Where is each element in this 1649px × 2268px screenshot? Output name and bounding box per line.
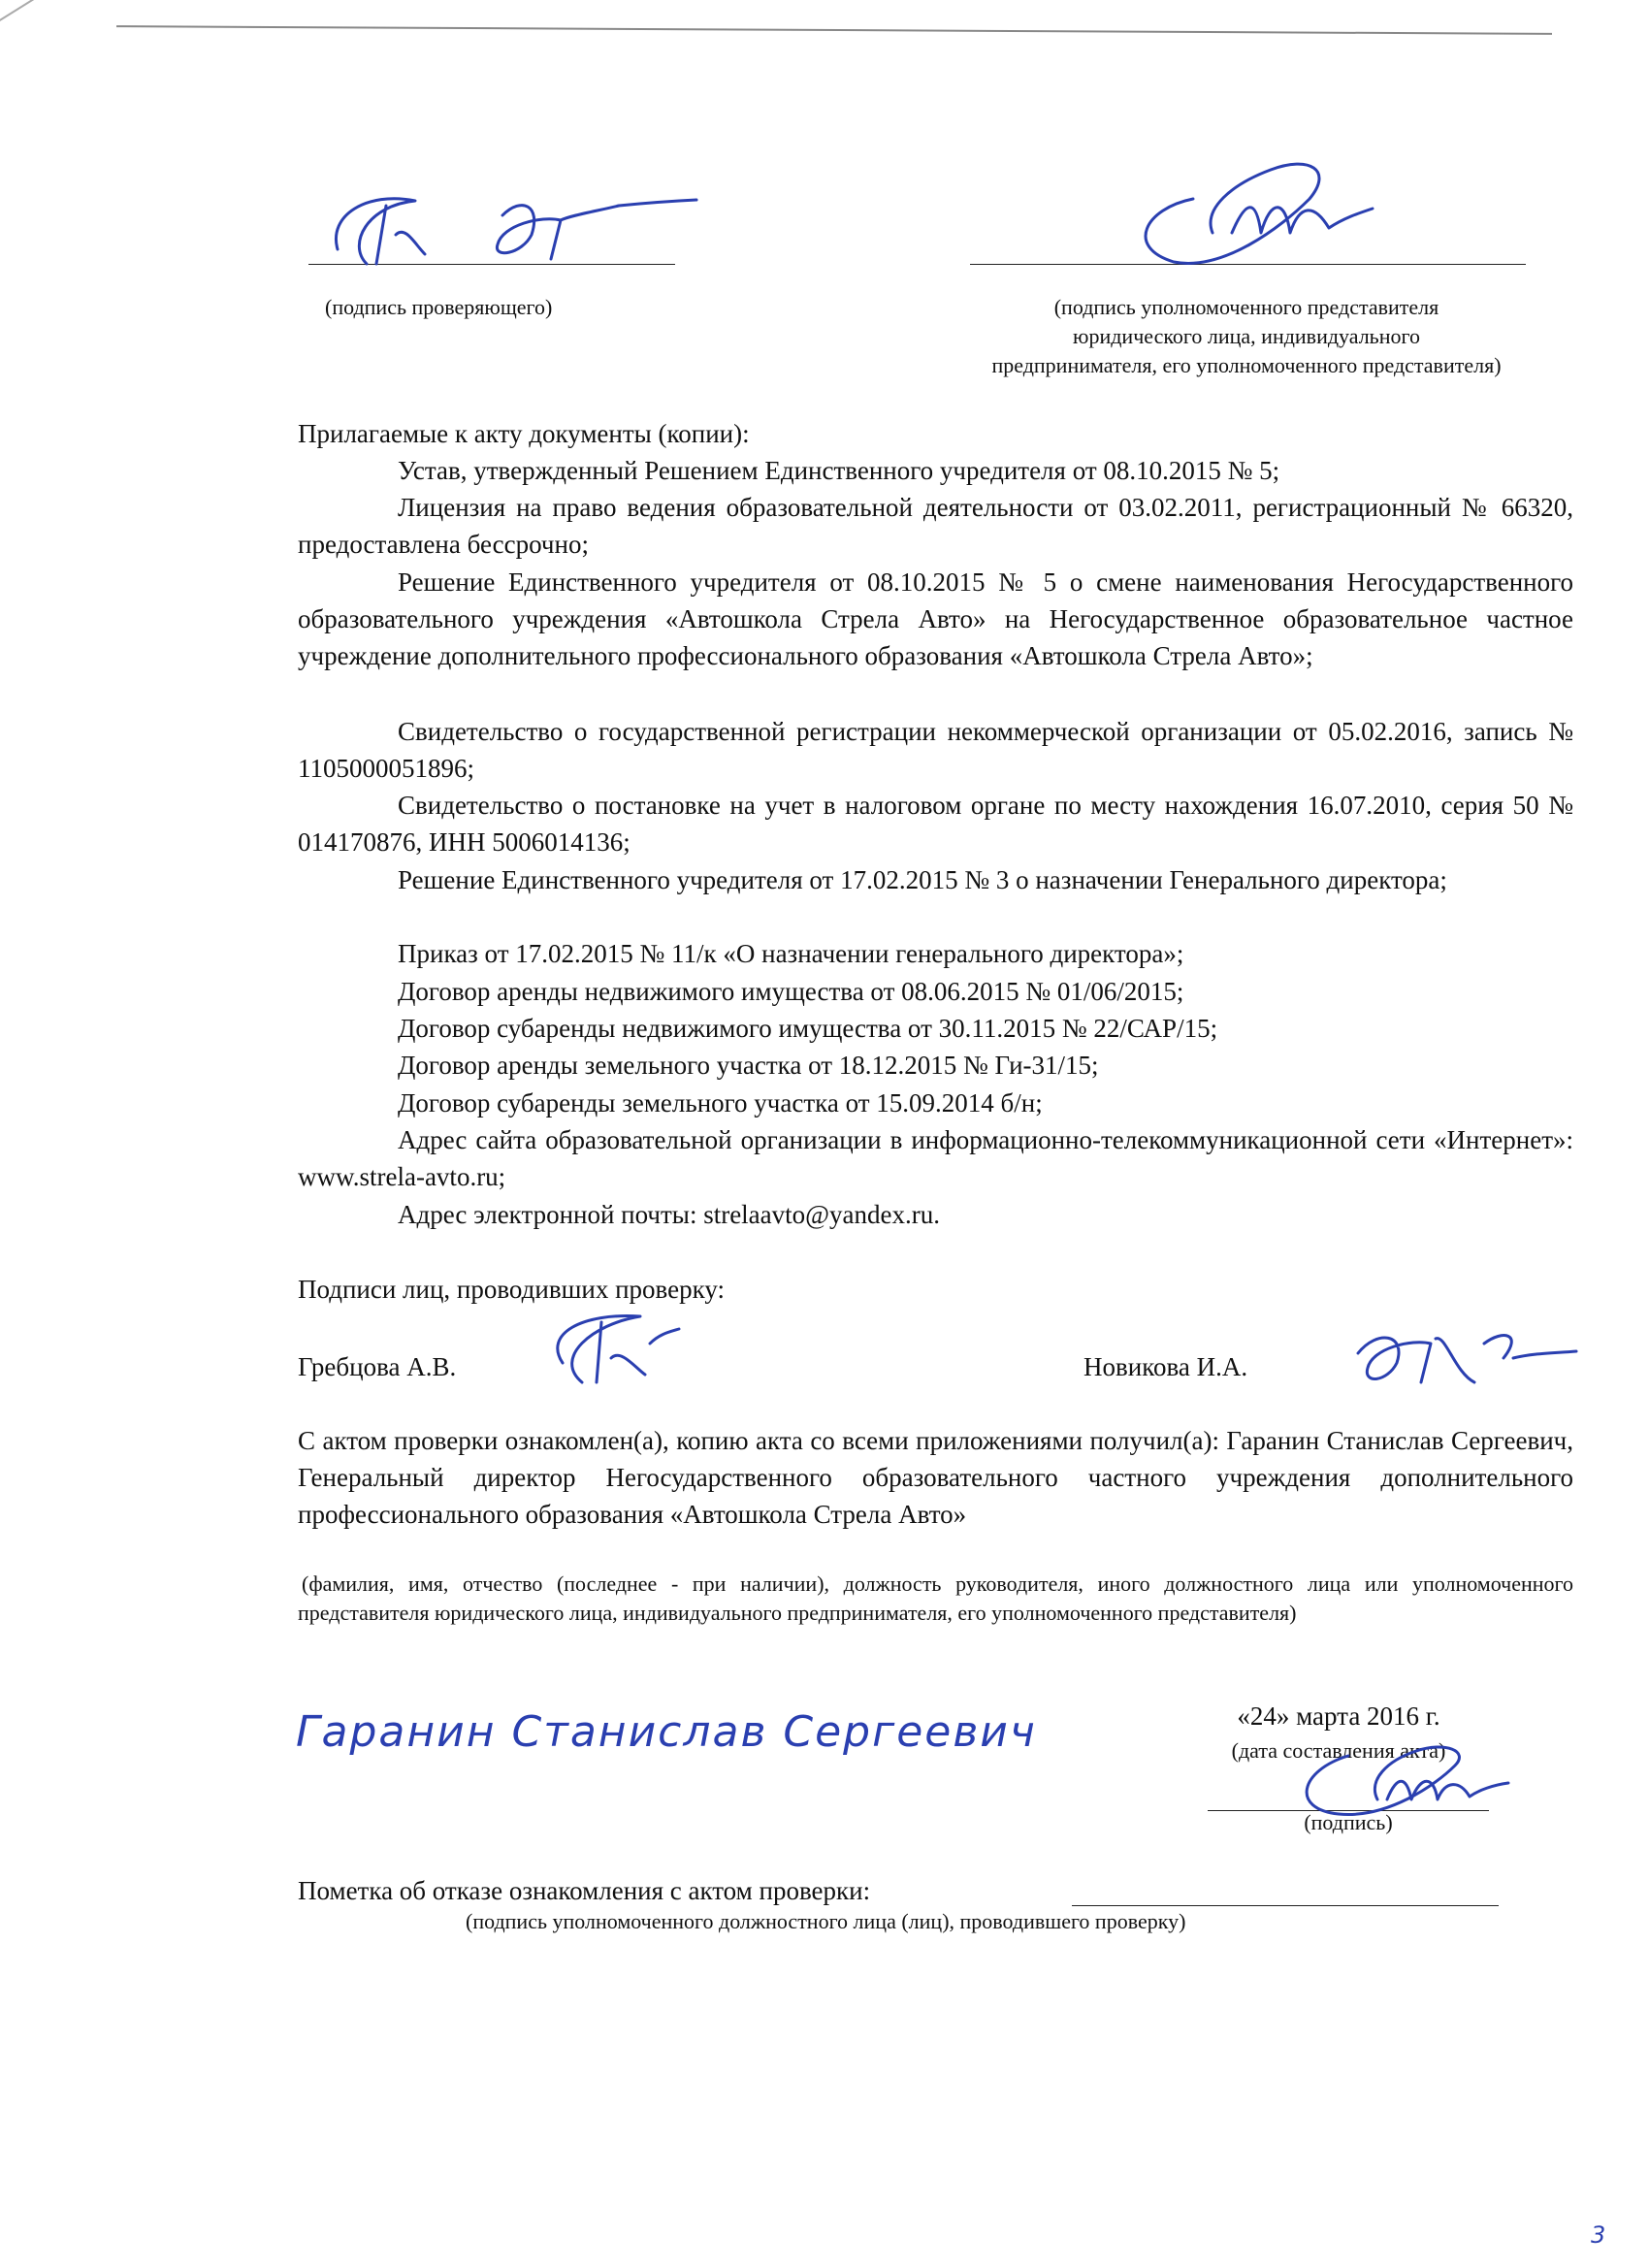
attachment-item: Договор субаренды недвижимого имущества от 30.11.2015 № 22/САР/15; xyxy=(398,1014,1218,1043)
handwritten-name: Гаранин Станислав Сергеевич xyxy=(296,1707,1037,1757)
attachments-heading: Прилагаемые к акту документы (копии): xyxy=(298,419,750,448)
representative-signature-caption: (подпись уполномоченного представителя юридического лица, индивидуального предпринимателя, его уполномоченного представителя) xyxy=(991,295,1502,377)
page-number-mark: 3 xyxy=(1591,2221,1606,2249)
inspector-signature-caption: (подпись проверяющего) xyxy=(325,295,553,319)
attachment-item: Адрес электронной почты: strelaavto@yandex.ru. xyxy=(398,1200,940,1229)
act-date: «24» марта 2016 г. xyxy=(1237,1701,1440,1731)
act-date-caption: (дата составления акта) xyxy=(1231,1738,1446,1763)
inspectors-heading: Подписи лиц, проводивших проверку: xyxy=(298,1275,725,1304)
attachment-item: Договор субаренды земельного участка от 15.09.2014 б/н; xyxy=(398,1088,1043,1118)
scan-edge-fold xyxy=(0,0,149,23)
representative-signature-image xyxy=(1086,141,1377,276)
inspector-name-1: Гребцова А.В. xyxy=(298,1352,457,1381)
attachment-item: Устав, утвержденный Решением Единственного учредителя от 08.10.2015 № 5; xyxy=(398,456,1280,485)
attachment-item: Свидетельство о государственной регистрации некоммерческой организации от 05.02.2016, запись № 1105000051896; xyxy=(298,717,1573,783)
attachment-item: Договор аренды недвижимого имущества от 08.06.2015 № 01/06/2015; xyxy=(398,977,1184,1006)
refusal-signature-line xyxy=(1072,1905,1499,1906)
refusal-caption: (подпись уполномоченного должностного лица (лиц), проводившего проверку) xyxy=(466,1909,1186,1933)
acquainted-caption: (фамилия, имя, отчество (последнее - при наличии), должность руководителя, иного должностного лица или уполномоченного представителя юридического лица, индивидуального предпринимателя, его уполномоченного представителя) xyxy=(298,1571,1573,1625)
inspector-1-signature-image xyxy=(524,1305,698,1392)
attachment-item: Адрес сайта образовательной организации в информационно-телекоммуникационной сети «Интернет»: www.strela-avto.ru; xyxy=(298,1125,1573,1191)
acquainted-text: С актом проверки ознакомлен(а), копию акта со всеми приложениями получил(а): Гаранин Станислав Сергеевич, Генеральный директор Негосударственного образовательного частного учреждения дополнительного профессионального образования «Автошкола Стрела Авто» xyxy=(298,1426,1573,1529)
refusal-label: Пометка об отказе ознакомления с актом проверки: xyxy=(298,1876,871,1905)
inspector-name-2: Новикова И.А. xyxy=(1083,1352,1248,1381)
scan-edge-top xyxy=(116,25,1552,40)
inspector-2-signature-image xyxy=(1339,1314,1581,1392)
attachment-item: Лицензия на право ведения образовательной деятельности от 03.02.2011, регистрационный № 66320, предоставлена бессрочно; xyxy=(298,493,1573,559)
attachment-item: Решение Единственного учредителя от 08.10.2015 № 5 о смене наименования Негосударственного образовательного учреждения «Автошкола Стрела Авто» на Негосударственное образовательное частное учреждение дополнительного профессионального образования «Автошкола Стрела Авто»; xyxy=(298,567,1573,670)
attachment-item: Договор аренды земельного участка от 18.12.2015 № Ги-31/15; xyxy=(398,1051,1099,1080)
attachment-item: Приказ от 17.02.2015 № 11/к «О назначении генерального директора»; xyxy=(398,939,1184,968)
inspector-signatures-image xyxy=(308,177,716,274)
act-signature-caption: (подпись) xyxy=(1304,1810,1393,1834)
attachment-item: Решение Единственного учредителя от 17.02.2015 № 3 о назначении Генерального директора; xyxy=(398,865,1447,894)
attachment-item: Свидетельство о постановке на учет в налоговом органе по месту нахождения 16.07.2010, серия 50 № 014170876, ИНН 5006014136; xyxy=(298,791,1573,857)
